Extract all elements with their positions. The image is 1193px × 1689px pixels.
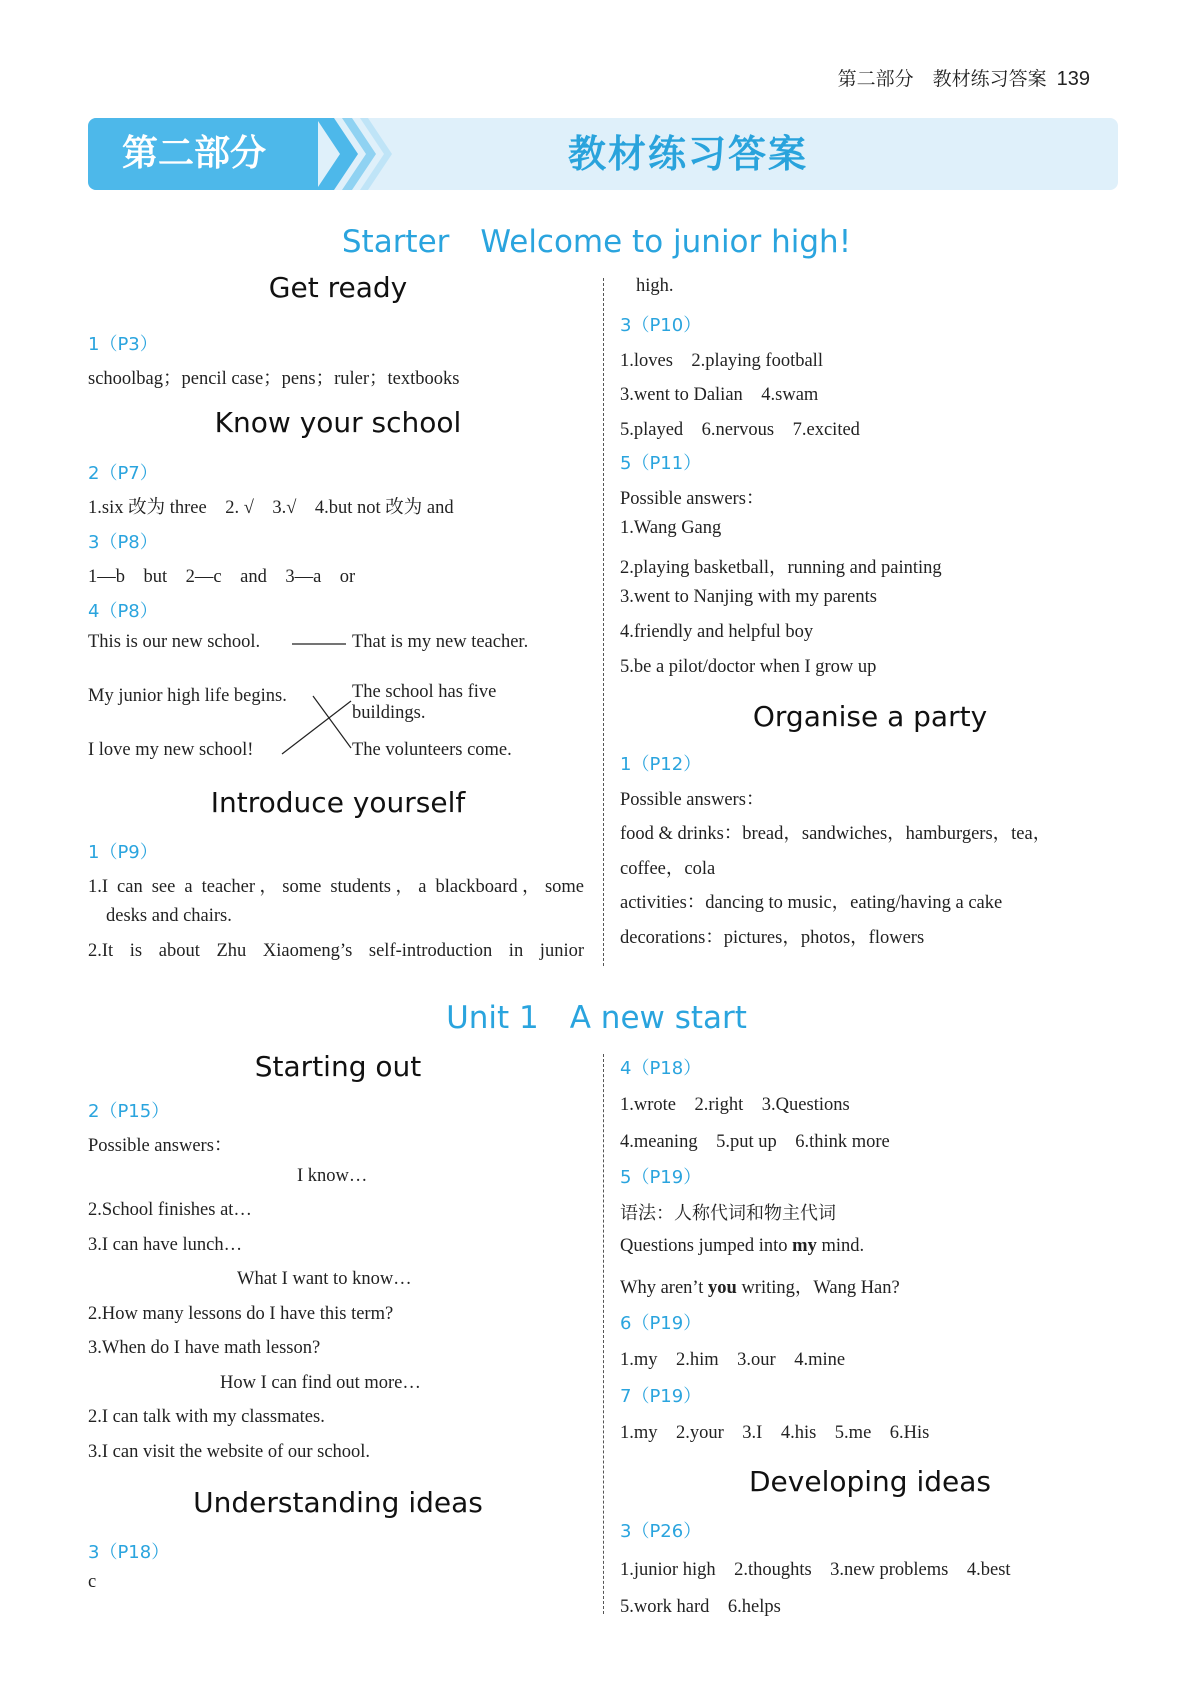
bold-word: you bbox=[708, 1278, 737, 1298]
answer-text: 1—b but 2—c and 3—a or bbox=[88, 567, 356, 587]
answer-text-part: mind. bbox=[816, 1236, 865, 1256]
column-divider bbox=[603, 278, 604, 966]
answer-text: 5.be a pilot/doctor when I grow up bbox=[620, 657, 877, 677]
starter-heading: Starter Welcome to junior high! bbox=[341, 224, 852, 260]
question-number: 3（P26） bbox=[620, 1521, 702, 1542]
answer-text: 3.went to Nanjing with my parents bbox=[620, 587, 877, 607]
subheading: How I can find out more… bbox=[220, 1373, 421, 1393]
answer-text: schoolbag；pencil case；pens；ruler；textbooks bbox=[88, 369, 460, 389]
answer-text: Possible answers： bbox=[88, 1136, 233, 1156]
header-text: 第二部分 教材练习答案 bbox=[837, 68, 1047, 90]
answer-text bbox=[620, 1273, 900, 1299]
match-right-2 bbox=[352, 682, 496, 724]
question-number: 1（P3） bbox=[88, 334, 158, 355]
answer-text: high. bbox=[636, 276, 674, 296]
banner-title: 教材练习答案 bbox=[567, 132, 808, 176]
answer-text: 3.When do I have math lesson? bbox=[88, 1338, 321, 1358]
section-banner bbox=[88, 118, 1118, 190]
question-number: 4（P8） bbox=[88, 601, 158, 622]
answer-text: 1.wrote 2.right 3.Questions bbox=[620, 1095, 850, 1115]
bold-word: my bbox=[792, 1236, 817, 1256]
question-number: 2（P7） bbox=[88, 463, 158, 484]
question-number: 5（P11） bbox=[620, 453, 702, 474]
answer-text-part: writing，Wang Han? bbox=[736, 1278, 900, 1298]
answer-text: Possible answers： bbox=[620, 790, 765, 810]
answer-text bbox=[620, 1236, 864, 1257]
understanding-ideas-title: Understanding ideas bbox=[193, 1486, 483, 1519]
subheading: What I want to know… bbox=[237, 1269, 412, 1289]
answer-text: food & drinks：bread，sandwiches，hamburgers，tea， bbox=[620, 824, 1052, 844]
question-number: 3（P18） bbox=[88, 1542, 170, 1563]
answer-text: coffee，cola bbox=[620, 859, 716, 879]
answer-text-part: Questions jumped into bbox=[620, 1236, 793, 1256]
answer-text: 3.went to Dalian 4.swam bbox=[620, 385, 819, 405]
match-left-2: My junior high life begins. bbox=[88, 686, 287, 706]
answer-text: 3.I can visit the website of our school. bbox=[88, 1442, 371, 1462]
question-number: 3（P8） bbox=[88, 532, 158, 553]
answer-text: 2.How many lessons do I have this term? bbox=[88, 1304, 394, 1324]
answer-text: 2.School finishes at… bbox=[88, 1200, 252, 1220]
column-divider bbox=[603, 1054, 604, 1614]
starting-out-title: Starting out bbox=[254, 1050, 422, 1083]
match-left-3: I love my new school! bbox=[88, 740, 254, 760]
question-number: 1（P9） bbox=[88, 842, 158, 863]
answer-text: activities：dancing to music，eating/having a cake bbox=[620, 893, 1003, 913]
developing-ideas-title: Developing ideas bbox=[749, 1465, 991, 1498]
match-right-3: The volunteers come. bbox=[352, 740, 512, 760]
answer-text: desks and chairs. bbox=[106, 906, 232, 926]
question-number: 3（P10） bbox=[620, 315, 702, 336]
banner-part-label: 第二部分 bbox=[88, 118, 318, 190]
running-header bbox=[838, 64, 1090, 91]
unit1-heading: Unit 1 A new start bbox=[446, 1000, 747, 1036]
matching-lines bbox=[270, 630, 360, 770]
match-right-2-line2: buildings. bbox=[352, 703, 426, 723]
answer-text: Possible answers： bbox=[620, 489, 765, 509]
answer-text: c bbox=[88, 1572, 97, 1592]
question-number: 4（P18） bbox=[620, 1058, 702, 1079]
introduce-yourself-title: Introduce yourself bbox=[210, 786, 466, 819]
match-right-2-line1: The school has five bbox=[352, 682, 497, 702]
answer-text: 5.played 6.nervous 7.excited bbox=[620, 420, 860, 440]
answer-text: 4.meaning 5.put up 6.think more bbox=[620, 1132, 890, 1152]
organise-party-title: Organise a party bbox=[752, 700, 988, 733]
answer-text: 4.friendly and helpful boy bbox=[620, 622, 814, 642]
chevron-arrows-icon bbox=[316, 118, 446, 190]
answer-text: 2.playing basketball，running and painting bbox=[620, 558, 942, 578]
answer-text: 2.It is about Zhu Xiaomeng’s self-introduction in junior bbox=[88, 941, 584, 961]
get-ready-title: Get ready bbox=[268, 271, 408, 304]
answer-text: 2.I can talk with my classmates. bbox=[88, 1407, 325, 1427]
subheading: I know… bbox=[297, 1166, 368, 1186]
answer-text: 1.my 2.him 3.our 4.mine bbox=[620, 1350, 846, 1370]
question-number: 1（P12） bbox=[620, 754, 702, 775]
answer-text: 1.junior high 2.thoughts 3.new problems 4.best bbox=[620, 1560, 1011, 1580]
question-number: 7（P19） bbox=[620, 1386, 702, 1407]
answer-text: 1.my 2.your 3.I 4.his 5.me 6.His bbox=[620, 1423, 930, 1443]
question-number: 6（P19） bbox=[620, 1313, 702, 1334]
question-number: 2（P15） bbox=[88, 1101, 170, 1122]
answer-text: decorations：pictures，photos，flowers bbox=[620, 928, 925, 948]
answer-text: 1.six 改为 three 2. √ 3.√ 4.but not 改为 and bbox=[88, 498, 454, 518]
answer-text: 3.I can have lunch… bbox=[88, 1235, 243, 1255]
answer-text: 1.Wang Gang bbox=[620, 518, 722, 538]
answer-text-part: Why aren’t bbox=[620, 1278, 709, 1298]
answer-text: 5.work hard 6.helps bbox=[620, 1597, 781, 1617]
answer-text: 1.loves 2.playing football bbox=[620, 351, 823, 371]
answer-text: 1.I can see a teacher，some students，a blackboard，some bbox=[88, 877, 584, 897]
match-right-1: That is my new teacher. bbox=[352, 632, 529, 652]
page-number: 139 bbox=[1056, 68, 1090, 90]
match-left-1: This is our new school. bbox=[88, 632, 261, 652]
question-number: 5（P19） bbox=[620, 1167, 702, 1188]
know-school-title: Know your school bbox=[214, 406, 462, 439]
grammar-note: 语法：人称代词和物主代词 bbox=[620, 1203, 836, 1224]
